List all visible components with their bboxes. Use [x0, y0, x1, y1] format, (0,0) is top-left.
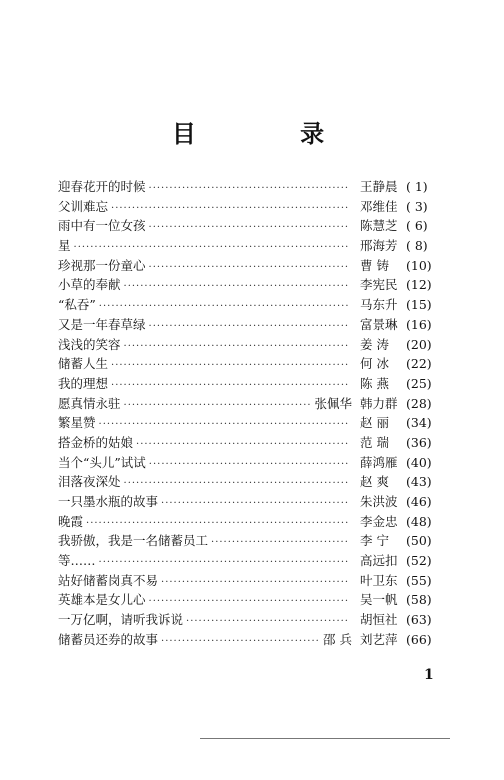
entry-title: 储蓄员还券的故事 [58, 631, 159, 647]
leader-dots [99, 415, 349, 435]
entry-author: 何 冰 [360, 356, 389, 372]
entry-page: (28) [406, 395, 432, 411]
leader-dots [124, 337, 349, 357]
entry-title: 愿真情永驻 [58, 395, 121, 411]
entry-author: 陈 燕 [360, 375, 389, 391]
leader-dots [111, 376, 349, 396]
leader-dots [149, 179, 349, 199]
entry-title: 搭金桥的姑娘 [58, 434, 134, 450]
toc-entry [58, 531, 448, 551]
leader-dots [136, 435, 349, 455]
leader-dots [149, 317, 349, 337]
entry-author: 李金忠 [360, 513, 398, 529]
entry-author: 胡恒社 [360, 612, 398, 628]
toc-entry [58, 512, 448, 532]
leader-dots [161, 494, 349, 514]
entry-title: 繁星赞 [58, 415, 96, 431]
entry-page: (36) [406, 434, 432, 450]
toc-entry [58, 335, 448, 355]
leader-dots [111, 356, 349, 376]
entry-author: 吴一帆 [360, 592, 398, 608]
table-of-contents [58, 177, 448, 650]
entry-page: (66) [406, 631, 432, 647]
entry-author: 刘艺萍 [360, 631, 398, 647]
toc-entry [58, 374, 448, 394]
entry-author: 薛鸿雁 [360, 454, 398, 470]
entry-author: 陈慧芝 [360, 218, 398, 234]
entry-author: 范 瑞 [360, 434, 389, 450]
toc-entry [58, 413, 448, 433]
page-title: 目 录 [171, 120, 373, 148]
entry-title: 又是一年春草绿 [58, 316, 146, 332]
leader-dots [111, 199, 349, 219]
toc-entry [58, 571, 448, 591]
entry-title: 浅浅的笑容 [58, 336, 121, 352]
entry-author: 富景琳 [360, 316, 398, 332]
entry-page: ( 1) [406, 179, 428, 194]
entry-page: (40) [406, 454, 432, 470]
toc-entry [58, 453, 448, 473]
entry-author: 赵 爽 [360, 474, 389, 490]
toc-entry [58, 394, 448, 414]
entry-author: 高远扣 [360, 553, 398, 569]
entry-page: (22) [406, 356, 432, 372]
entry-title: 迎春花开的时候 [58, 179, 146, 194]
entry-title: 晚霞 [58, 513, 84, 529]
entry-page: (46) [406, 494, 432, 509]
toc-entry [58, 197, 448, 217]
entry-title: 一只墨水瓶的故事 [58, 494, 159, 509]
entry-author: 朱洪波 [360, 494, 398, 509]
leader-dots [124, 277, 349, 297]
toc-entry [58, 275, 448, 295]
entry-title: 当个“头儿”试试 [58, 454, 146, 470]
entry-title: 父训难忘 [58, 198, 109, 214]
toc-entry [58, 492, 448, 512]
leader-dots [149, 218, 349, 238]
entry-title: 储蓄人生 [58, 356, 109, 372]
leader-dots [149, 455, 349, 475]
entry-page: (50) [406, 533, 432, 549]
leader-dots [161, 573, 349, 593]
entry-title: 一万亿啊，请听我诉说 [58, 612, 184, 628]
entry-author: 赵 丽 [360, 415, 389, 431]
entry-title: 我的理想 [58, 375, 109, 391]
entry-title: “私吞” [58, 297, 96, 313]
entry-page: (55) [406, 572, 432, 588]
toc-entry [58, 590, 448, 610]
toc-entry [58, 216, 448, 236]
entry-coauthor: 邵 兵 [323, 631, 352, 647]
entry-page: (43) [406, 474, 432, 490]
entry-title: 雨中有一位女孩 [58, 218, 146, 234]
entry-page: (58) [406, 592, 432, 608]
toc-entry [58, 256, 448, 276]
entry-author: 曹 铸 [360, 257, 389, 273]
entry-author: 韩力群 [360, 395, 398, 411]
toc-entry [58, 630, 448, 650]
entry-author: 王静晨 [360, 179, 398, 194]
entry-title: 英雄本是女儿心 [58, 592, 146, 608]
entry-author: 叶卫东 [360, 572, 398, 588]
entry-page: (20) [406, 336, 432, 352]
toc-entry [58, 295, 448, 315]
bottom-rule [200, 738, 450, 739]
entry-page: (48) [406, 513, 432, 529]
entry-page: (15) [406, 297, 432, 313]
entry-page: (25) [406, 375, 432, 391]
toc-entry [58, 236, 448, 256]
entry-title: 星 [58, 238, 71, 254]
toc-entry [58, 433, 448, 453]
entry-page: (16) [406, 316, 432, 332]
page-number: 1 [424, 667, 434, 683]
entry-author: 姜 涛 [360, 336, 389, 352]
entry-page: ( 8) [406, 238, 428, 254]
entry-page: ( 3) [406, 198, 428, 214]
entry-page: (52) [406, 553, 432, 569]
entry-page: (34) [406, 415, 432, 431]
entry-author: 邢海芳 [360, 238, 398, 254]
entry-coauthor: 张佩华 [314, 395, 352, 411]
entry-title: 珍视那一份童心 [58, 257, 146, 273]
leader-dots [149, 258, 349, 278]
toc-entry [58, 610, 448, 630]
toc-entry [58, 472, 448, 492]
entry-author: 李宪民 [360, 277, 398, 293]
entry-title: 等…… [58, 553, 96, 569]
leader-dots [124, 396, 312, 416]
toc-entry [58, 315, 448, 335]
entry-title: 我骄傲，我是一名储蓄员工 [58, 533, 209, 549]
entry-title: 泪落夜深处 [58, 474, 121, 490]
entry-page: (10) [406, 257, 432, 273]
entry-page: (63) [406, 612, 432, 628]
toc-entry [58, 177, 448, 197]
entry-title: 小草的奉献 [58, 277, 121, 293]
entry-page: (12) [406, 277, 432, 293]
entry-author: 马东升 [360, 297, 398, 313]
entry-author: 邓维佳 [360, 198, 398, 214]
entry-author: 李 宁 [360, 533, 389, 549]
entry-title: 站好储蓄岗真不易 [58, 572, 159, 588]
leader-dots [211, 533, 349, 553]
toc-entry [58, 354, 448, 374]
leader-dots [161, 632, 320, 652]
entry-page: ( 6) [406, 218, 428, 234]
toc-entry [58, 551, 448, 571]
